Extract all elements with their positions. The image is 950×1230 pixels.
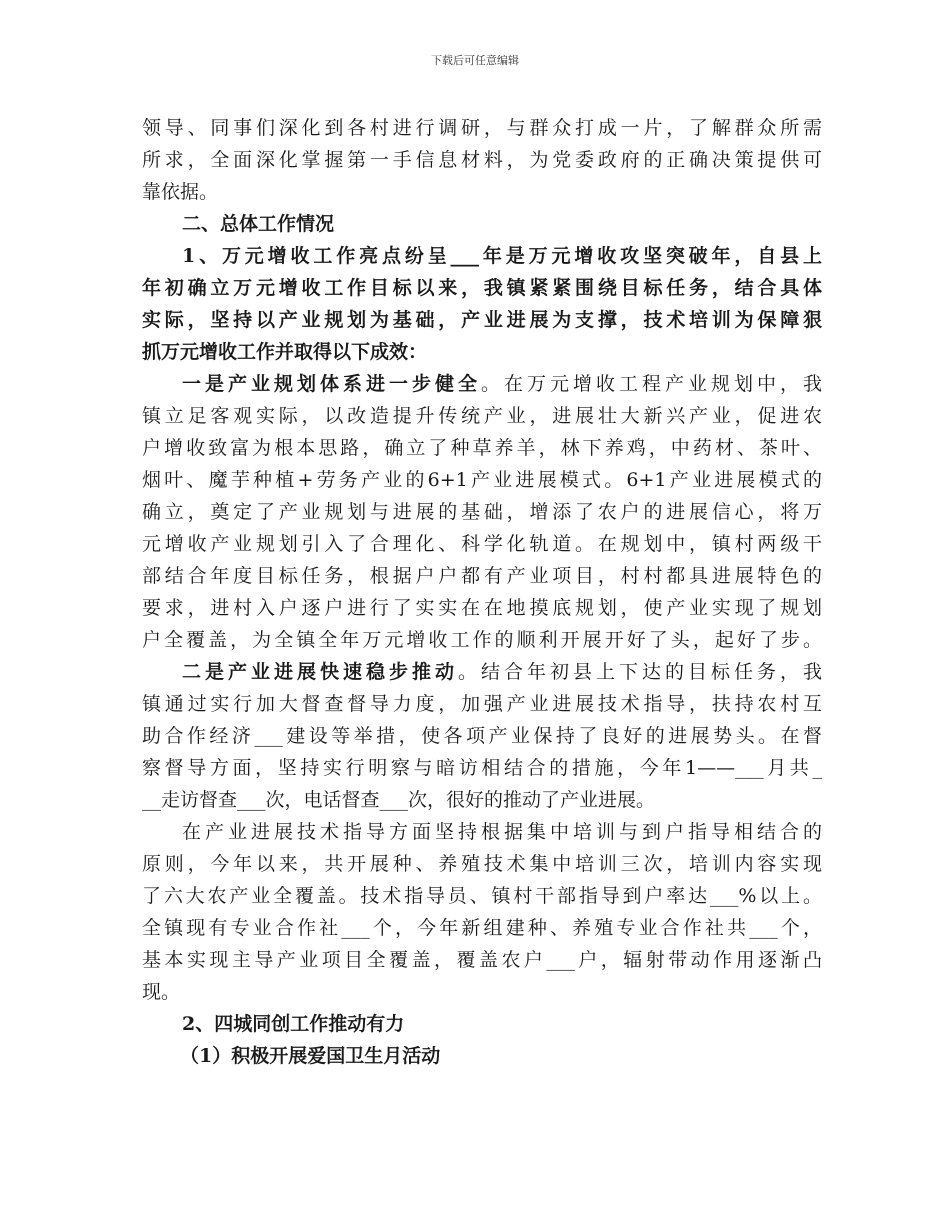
point-first-line: [142, 656, 822, 688]
body-line: 所求，全面深化掌握第一手信息材料，为党委政府的正确决策提供可: [142, 149, 822, 171]
body-line: 了六大农产业全覆盖。技术指导员、镇村干部指导到户率达___%以上。: [142, 885, 822, 907]
section-title-line: 抓万元增收工作并取得以下成效：: [142, 341, 428, 363]
point-rest: 。结合年初县上下达的目标任务，我: [458, 661, 822, 683]
body-line: 户增收致富为根本思路，确立了种草养羊，林下养鸡，中药材、茶叶、: [142, 437, 822, 459]
body-line: 现。: [142, 981, 181, 1003]
body-line: 领导、同事们深化到各村进行调研，与群众打成一片，了解群众所需: [142, 117, 822, 139]
point-lead: 一是产业规划体系进一步健全: [182, 373, 481, 395]
page-header: 下载后可任意编辑: [431, 54, 519, 67]
body-line: 烟叶、魔芋种植+劳务产业的6+1产业进展模式。6+1产业进展模式的: [142, 469, 822, 491]
body-line: 在产业进展技术指导方面坚持根据集中培训与到户指导相结合的: [182, 821, 822, 843]
body-line: 确立，奠定了产业规划与进展的基础，增添了农户的进展信心，将万: [142, 501, 822, 523]
section-heading: 二、总体工作情况: [182, 213, 335, 235]
body-line: 镇立足客观实际，以改造提升传统产业，进展壮大新兴产业，促进农: [142, 405, 822, 427]
body-line: 元增收产业规划引入了合理化、科学化轨道。在规划中，镇村两级干: [142, 533, 822, 555]
body-line: 察督导方面，坚持实行明察与暗访相结合的措施，今年1——___月共_: [142, 757, 822, 779]
point-lead: 二是产业进展快速稳步推动: [182, 661, 458, 683]
section-title-line: 实际，坚持以产业规划为基础，产业进展为支撑，技术培训为保障狠: [142, 309, 822, 331]
body-line: 部结合年度目标任务，根据户户都有产业项目，村村都具进展特色的: [142, 565, 822, 587]
body-line: __走访督查___次，电话督查___次，很好的推动了产业进展。: [142, 789, 656, 811]
body-line: 户全覆盖，为全镇全年万元增收工作的顺利开展开好了头，起好了步。: [142, 629, 822, 651]
body-line: 原则，今年以来，共开展种、养殖技术集中培训三次，培训内容实现: [142, 853, 822, 875]
body-line: 基本实现主导产业项目全覆盖，覆盖农户___户，辐射带动作用逐渐凸: [142, 949, 822, 971]
point-rest: 。在万元增收工程产业规划中，我: [481, 373, 822, 395]
body-line: 靠依据。: [142, 181, 219, 203]
section-title-line: 年初确立万元增收工作目标以来，我镇紧紧围绕目标任务，结合具体: [142, 277, 822, 299]
section-title-line: 1、万元增收工作亮点纷呈___年是万元增收攻坚突破年，自县上: [182, 245, 822, 267]
subsection-title: （1）积极开展爱国卫生月活动: [180, 1045, 441, 1067]
body-line: 镇通过实行加大督查督导力度，加强产业进展技术指导，扶持农村互: [142, 693, 822, 715]
body-line: 全镇现有专业合作社___个，今年新组建种、养殖专业合作社共___个，: [142, 917, 822, 939]
point-first-line: [142, 368, 822, 400]
document-body: [142, 112, 822, 1072]
body-line: 助合作经济___建设等举措，使各项产业保持了良好的进展势头。在督: [142, 725, 822, 747]
body-line: 要求，进村入户逐户进行了实实在在地摸底规划，使产业实现了规划: [142, 597, 822, 619]
section-title: 2、四城同创工作推动有力: [182, 1013, 405, 1035]
